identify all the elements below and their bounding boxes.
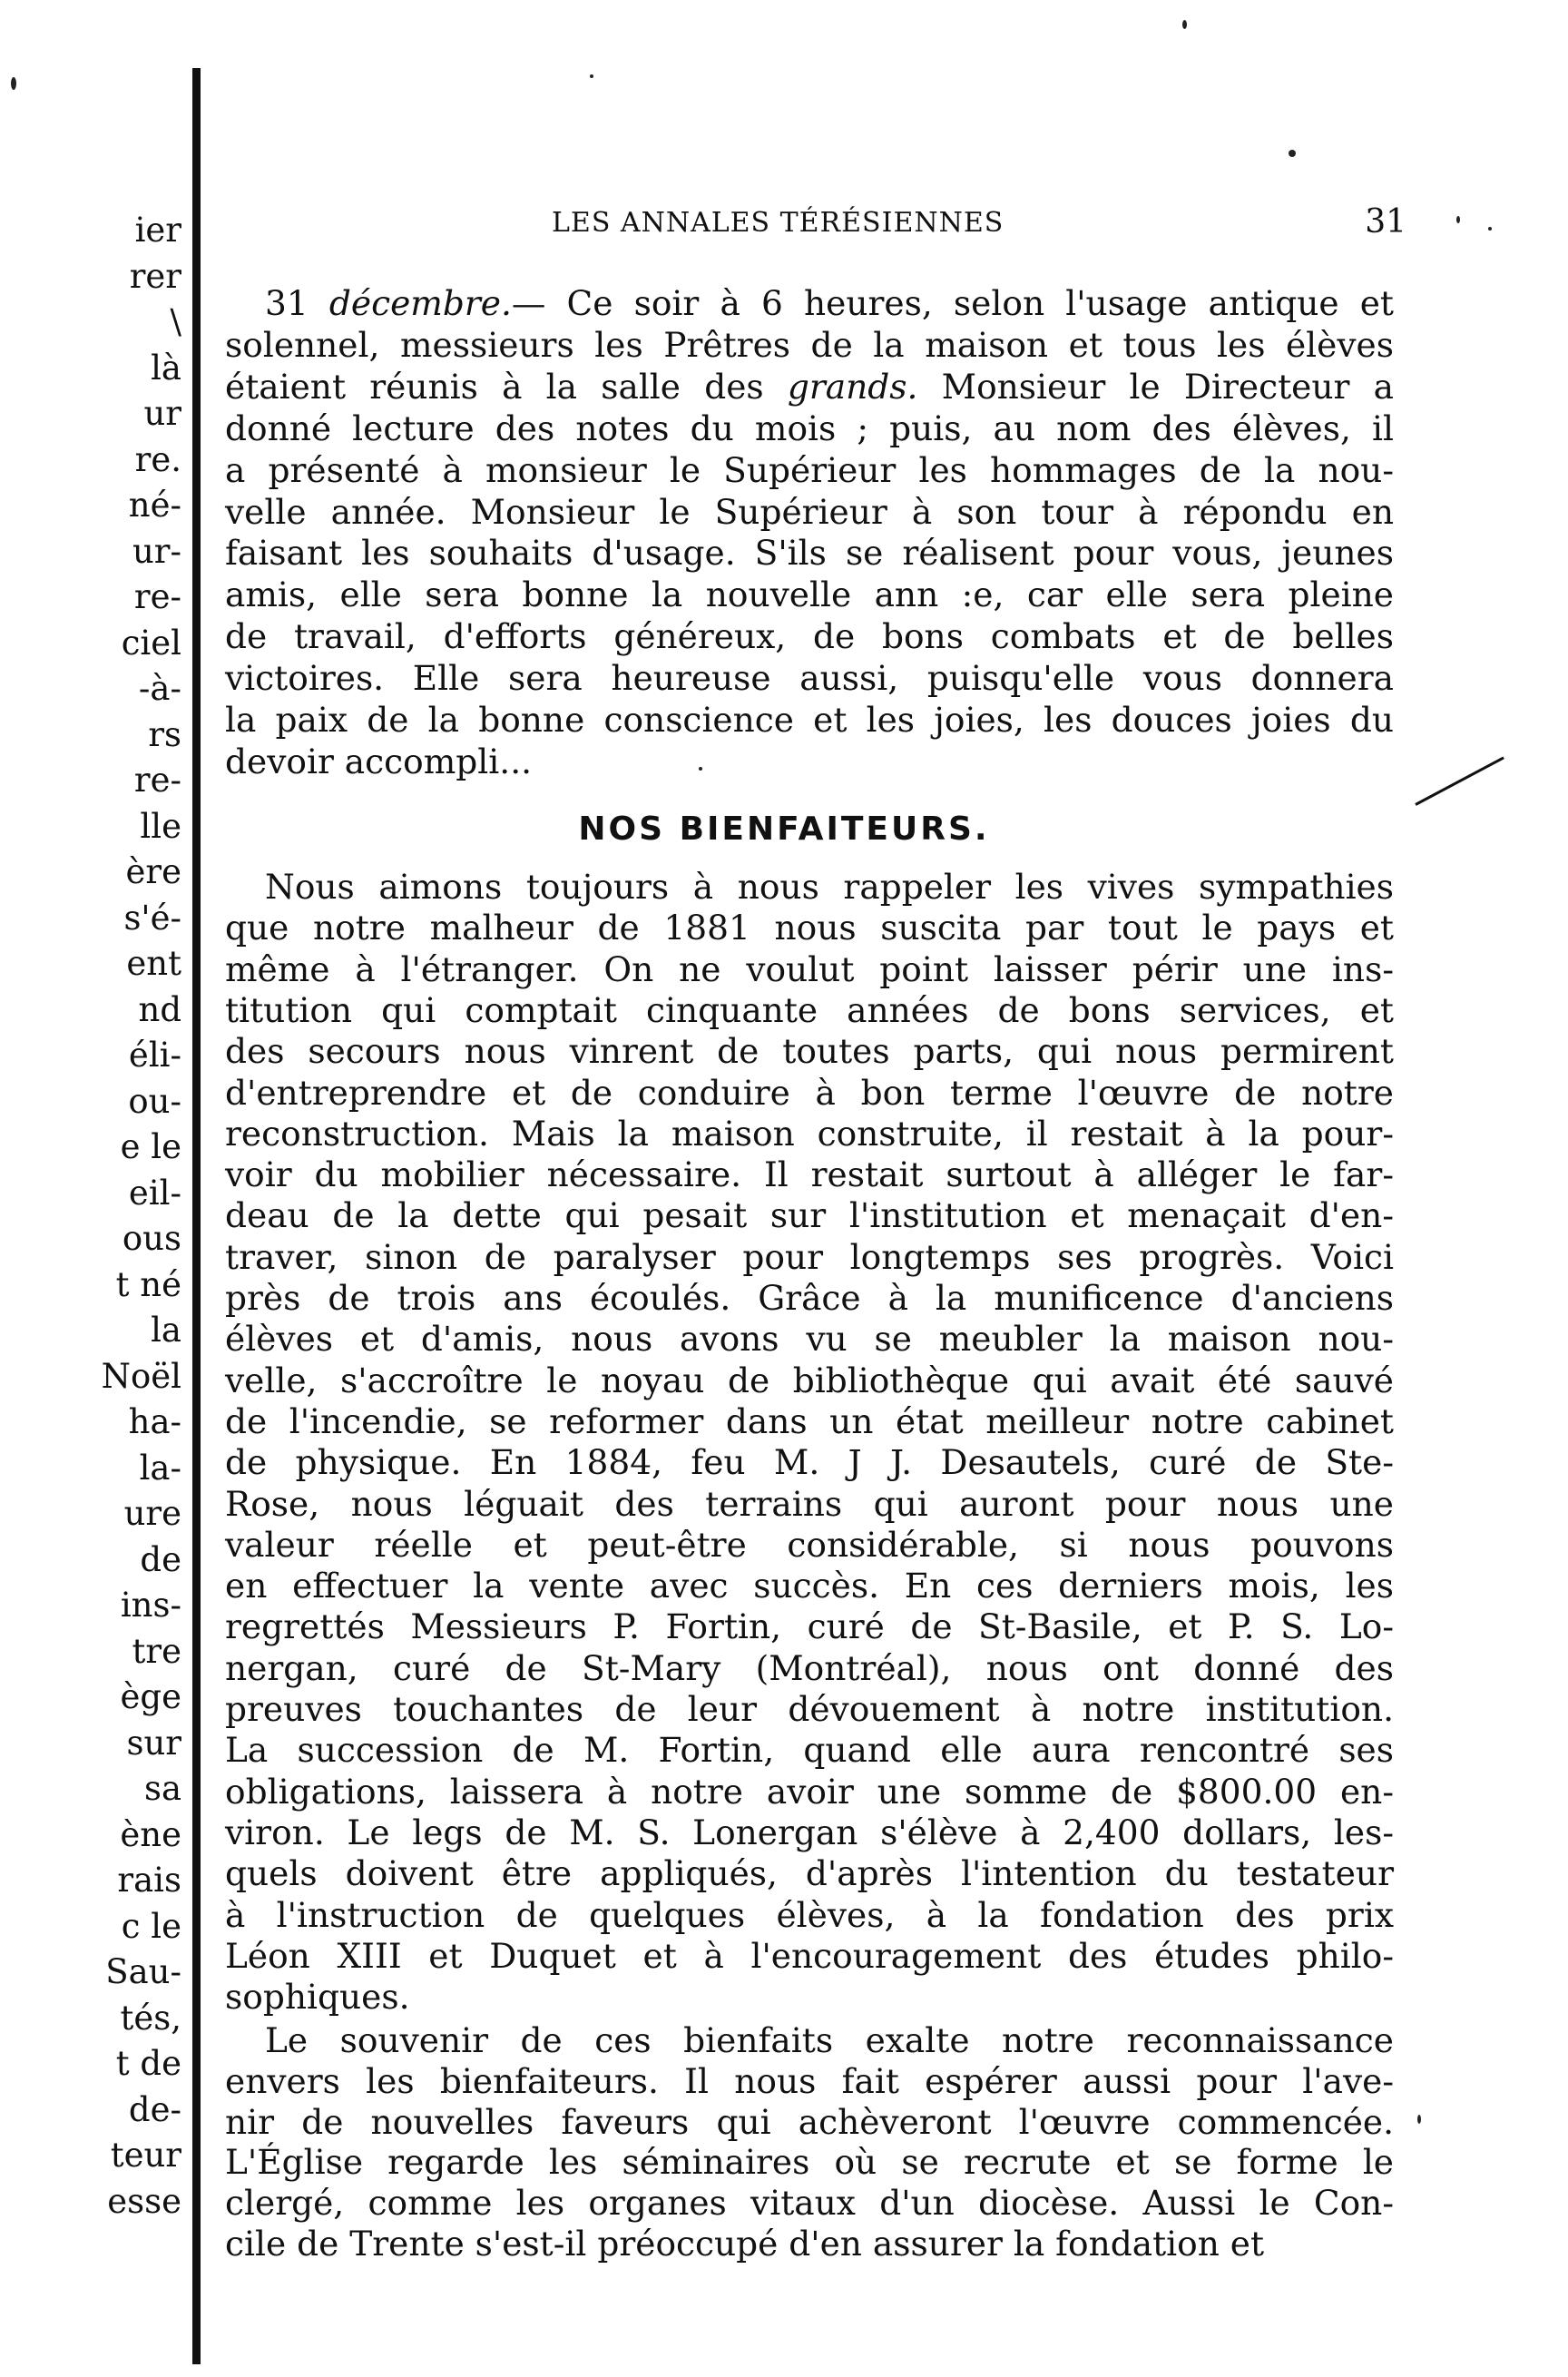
scan-speck — [590, 74, 593, 78]
gutter-fragment: ciel — [121, 623, 181, 663]
text-line: à l'instruction de quelques élèves, à la fondation des prix — [225, 1894, 1394, 1935]
gutter-fragment: t né — [115, 1264, 181, 1304]
gutter-fragment: ent — [126, 944, 181, 983]
text-line: voir du mobilier nécessaire. Il restait surtout à alléger le far- — [225, 1154, 1394, 1195]
text-line: envers les bienfaiteurs. Il nous fait espérer aussi pour l'ave- — [225, 2060, 1394, 2101]
gutter-fragment: esse — [107, 2181, 181, 2221]
scan-speck — [1182, 20, 1187, 29]
scan-speck — [11, 77, 16, 90]
page-header — [535, 203, 1406, 249]
text-line: titution qui comptait cinquante années de bons services, et — [225, 989, 1394, 1030]
gutter-fragment: là — [151, 348, 181, 388]
gutter-fragment: eil- — [128, 1173, 181, 1213]
text-line: de physique. En 1884, feu M. J J. Desautels, curé de Ste- — [225, 1442, 1394, 1483]
text-line: devoir accompli... — [225, 741, 533, 781]
text-line: velle année. Monsieur le Supérieur à son tour à répondu en — [225, 491, 1394, 532]
running-title: LES ANNALES TÉRÉSIENNES — [552, 207, 1004, 239]
text-line: clergé, comme les organes vitaux d'un diocèse. Aussi le Con- — [225, 2183, 1394, 2224]
text-line: viron. Le legs de M. S. Lonergan s'élève à 2,400 dollars, les- — [225, 1812, 1394, 1852]
page-number: 31 — [1365, 203, 1406, 241]
gutter-fragment: ous — [122, 1219, 181, 1258]
text-line: valeur réelle et peut-être considérable, si nous pouvons — [225, 1524, 1394, 1565]
gutter-fragment: re. — [134, 439, 181, 479]
text-line: nir de nouvelles faveurs qui achèveront l'œuvre commencée. — [225, 2101, 1394, 2142]
text-line: élèves et d'amis, nous avons vu se meubler la maison nou- — [225, 1319, 1394, 1360]
gutter-fragment: -à- — [138, 669, 181, 708]
text-line: preuves touchantes de leur dévouement à notre institution. — [225, 1689, 1394, 1729]
gutter-fragment: rs — [148, 714, 181, 754]
text-line: que notre malheur de 1881 nous suscita par tout le pays et — [225, 908, 1394, 948]
gutter-fragment: rais — [117, 1861, 181, 1900]
gutter-fragment: \ — [170, 302, 181, 341]
gutter-fragment: t de — [115, 2044, 181, 2083]
gutter-fragment: ha- — [128, 1402, 181, 1441]
scan-speck — [699, 767, 702, 771]
text-line: traver, sinon de paralyser pour longtemps ses progrès. Voici — [225, 1236, 1394, 1277]
text-line: amis, elle sera bonne la nouvelle ann :e, car elle sera pleine — [225, 575, 1394, 615]
scan-speck — [1417, 2115, 1421, 2124]
gutter-fragment: tre — [132, 1631, 181, 1671]
gutter-fragment: sur — [126, 1723, 181, 1763]
gutter-fragment: ins- — [120, 1586, 181, 1625]
text-line: solennel, messieurs les Prêtres de la maison et tous les élèves — [225, 324, 1394, 365]
gutter-fragment: rer — [129, 256, 181, 296]
text-line: reconstruction. Mais la maison construite, il restait à la pour- — [225, 1113, 1394, 1154]
text-line: d'entreprendre et de conduire à bon terme l'œuvre de notre — [225, 1072, 1394, 1113]
text-line: L'Église regarde les séminaires où se recrute et se forme le — [225, 2142, 1394, 2183]
section-heading: NOS BIENFAITEURS. — [578, 810, 990, 848]
scan-speck — [1456, 216, 1460, 223]
text-line: cile de Trente s'est-il préoccupé d'en assurer la fondation et — [225, 2224, 1265, 2264]
text-line: obligations, laissera à notre avoir une somme de $800.00 en- — [225, 1771, 1394, 1812]
scan-speck — [1488, 227, 1492, 231]
gutter-fragment: re- — [133, 577, 181, 616]
gutter-fragment: re- — [133, 761, 181, 800]
gutter-fragment: ère — [125, 852, 181, 891]
text-line: 31 décembre.— Ce soir à 6 heures, selon l'usage antique et — [265, 283, 1394, 323]
gutter-fragment: la — [151, 1311, 181, 1350]
text-line: sophiques. — [225, 1977, 410, 2018]
stray-pen-mark — [1415, 757, 1504, 806]
gutter-fragment: lle — [140, 806, 181, 846]
gutter-fragment: ure — [123, 1494, 181, 1533]
gutter-fragment: nd — [138, 989, 181, 1029]
text-line: des secours nous vinrent de toutes parts, qui nous permirent — [225, 1031, 1394, 1072]
text-line: étaient réunis à la salle des grands. Monsieur le Directeur a — [225, 366, 1394, 407]
gutter-fragment: ur- — [132, 531, 181, 571]
gutter-fragment: Sau- — [105, 1952, 181, 1991]
text-line: même à l'étranger. On ne voulut point laisser périr une ins- — [225, 948, 1394, 989]
text-line: nergan, curé de St-Mary (Montréal), nous ont donné des — [225, 1647, 1394, 1688]
text-line: a présenté à monsieur le Supérieur les hommages de la nou- — [225, 449, 1394, 490]
text-line: près de trois ans écoulés. Grâce à la munificence d'anciens — [225, 1278, 1394, 1318]
text-line: victoires. Elle sera heureuse aussi, puisqu'elle vous donnera — [225, 658, 1394, 699]
adjacent-page-gutter — [0, 200, 191, 2287]
text-line: Le souvenir de ces bienfaits exalte notre reconnaissance — [265, 2020, 1394, 2060]
text-line: de travail, d'efforts généreux, de bons combats et de belles — [225, 616, 1394, 657]
gutter-fragment: e le — [120, 1127, 181, 1166]
text-line: en effectuer la vente avec succès. En ces derniers mois, les — [225, 1566, 1394, 1606]
text-line: donné lecture des notes du mois ; puis, au nom des élèves, il — [225, 408, 1394, 448]
gutter-fragment: Noël — [101, 1356, 181, 1396]
gutter-fragment: éli- — [128, 1036, 181, 1075]
gutter-fragment: ou- — [128, 1081, 181, 1121]
text-line: deau de la dette qui pesait sur l'institution et menaçait d'en- — [225, 1195, 1394, 1236]
gutter-fragment: ène — [120, 1814, 181, 1854]
text-line: velle, s'accroître le noyau de bibliothèque qui avait été sauvé — [225, 1360, 1394, 1400]
gutter-fragment: c le — [121, 1906, 181, 1946]
text-line: Nous aimons toujours à nous rappeler les vives sympathies — [265, 867, 1394, 907]
gutter-fragment: ier — [134, 211, 181, 250]
gutter-fragment: né- — [128, 486, 181, 525]
gutter-fragment: sa — [143, 1769, 181, 1808]
text-line: La succession de M. Fortin, quand elle aura rencontré ses — [225, 1730, 1394, 1771]
gutter-fragment: tés, — [120, 1998, 181, 2038]
text-line: de l'incendie, se reformer dans un état meilleur notre cabinet — [225, 1400, 1394, 1441]
text-line: quels doivent être appliqués, d'après l'intention du testateur — [225, 1853, 1394, 1894]
text-line: regrettés Messieurs P. Fortin, curé de St-Basile, et P. S. Lo- — [225, 1606, 1394, 1647]
gutter-fragment: ur — [143, 394, 181, 433]
gutter-fragment: de- — [128, 2089, 181, 2129]
text-line: Léon XIII et Duquet et à l'encouragement des études philo- — [225, 1935, 1394, 1976]
text-line: Rose, nous léguait des terrains qui auront pour nous une — [225, 1483, 1394, 1524]
gutter-fragment: teur — [110, 2136, 181, 2175]
text-line: la paix de la bonne conscience et les joies, les douces joies du — [225, 700, 1394, 740]
scan-speck — [1289, 150, 1296, 157]
gutter-fragment: de — [140, 1539, 181, 1579]
gutter-fragment: la- — [139, 1448, 181, 1488]
gutter-fragment: s'é- — [123, 898, 181, 938]
text-line: faisant les souhaits d'usage. S'ils se réalisent pour vous, jeunes — [225, 533, 1394, 574]
binding-rule — [192, 68, 201, 2364]
gutter-fragment: ège — [120, 1677, 181, 1716]
